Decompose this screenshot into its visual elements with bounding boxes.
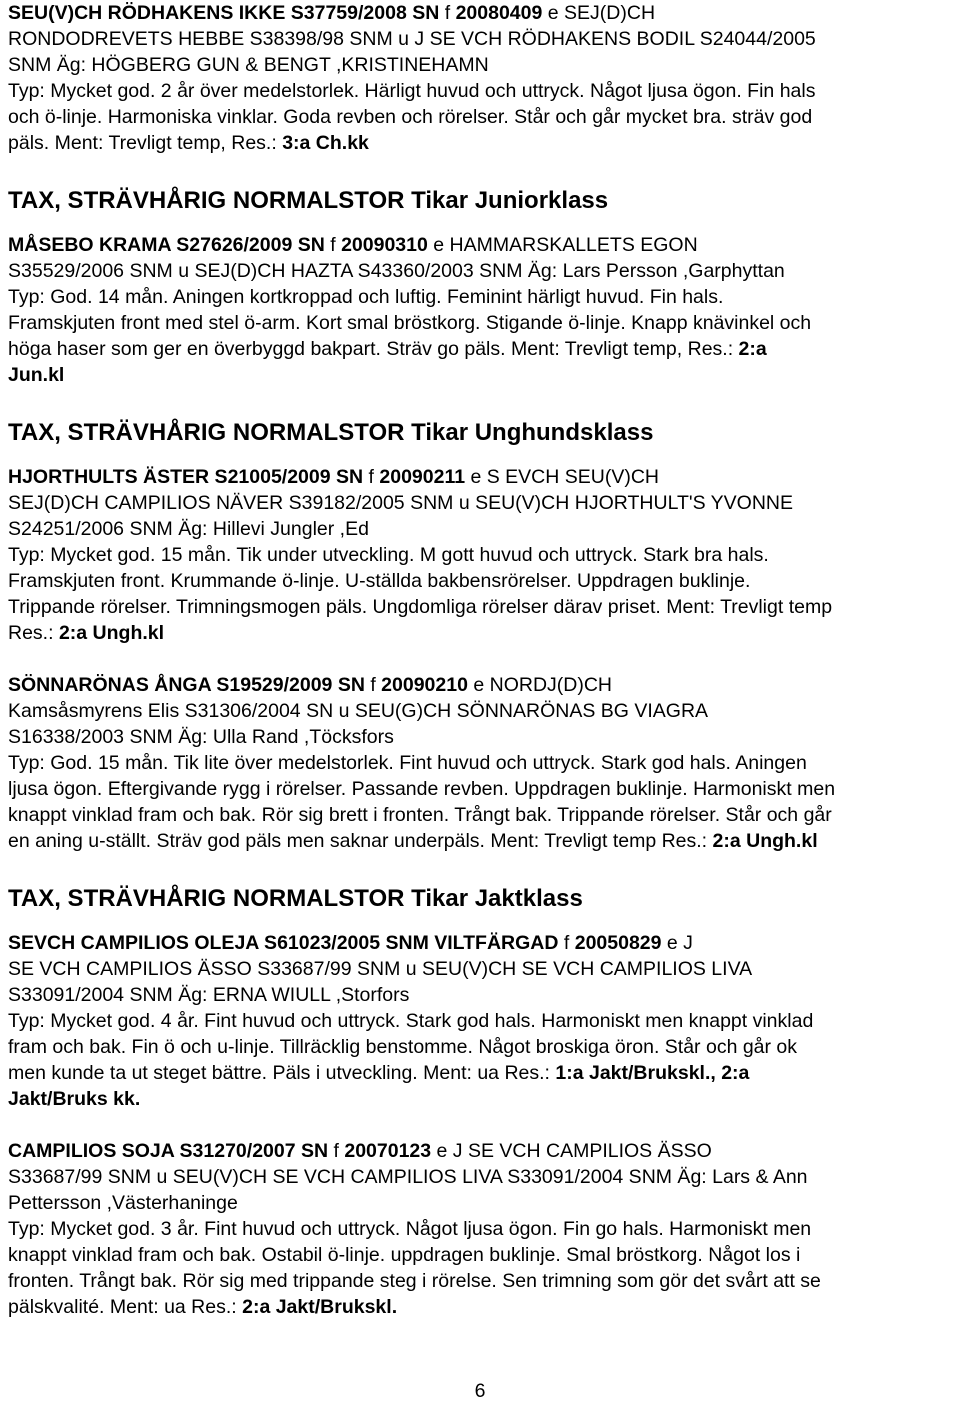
dog-name: SEU(V)CH RÖDHAKENS IKKE S37759/2008 SN xyxy=(8,2,440,24)
dog-name: MÅSEBO KRAMA S27626/2009 SN xyxy=(8,234,325,256)
dog-entry xyxy=(8,232,952,388)
dog-parents: e J xyxy=(661,932,693,954)
critique-text: höga haser som ger en överbyggd bakpart. Sträv go päls. Ment: Trevligt temp, Res.: xyxy=(8,338,739,360)
entry-text-line: Typ: Mycket god. 3 år. Fint huvud och uttryck. Något ljusa ögon. Fin go hals. Harmoniskt men xyxy=(8,1218,812,1240)
dog-birthdate: 20090210 xyxy=(381,674,468,696)
dog-sex: f xyxy=(324,234,342,256)
entry-text-line: Pettersson ,Västerhaninge xyxy=(8,1192,238,1214)
dog-birthdate: 20050829 xyxy=(574,932,662,954)
entry-text-line: Typ: Mycket god. 15 mån. Tik under utveckling. M gott huvud och uttryck. Stark bra hals. xyxy=(8,544,769,566)
section-title: TAX, STRÄVHÅRIG NORMALSTOR Tikar Unghundsklass xyxy=(8,419,654,446)
entry-text-line: ljusa ögon. Eftergivande rygg i rörelser. Passande revben. Uppdragen buklinje. Harmoniskt men xyxy=(8,778,836,800)
dog-parents: e HAMMARSKALLETS EGON xyxy=(427,234,698,256)
entry-header-line xyxy=(8,1138,952,1164)
entry-result-line xyxy=(8,1294,952,1320)
entry-text-line: S35529/2006 SNM u SEJ(D)CH HAZTA S43360/2003 SNM Äg: Lars Persson ,Garphyttan xyxy=(8,260,785,282)
critique-text: Res.: xyxy=(8,622,59,644)
critique-text: en aning u-ställt. Sträv god päls men saknar underpäls. Ment: Trevligt temp Res.: xyxy=(8,830,713,852)
entry-result-line xyxy=(8,1060,952,1086)
dog-parents: e NORDJ(D)CH xyxy=(467,674,613,696)
result-award: 1:a Jakt/Brukskl., 2:a xyxy=(555,1062,750,1084)
entry-result-line xyxy=(8,828,952,854)
dog-birthdate: 20080409 xyxy=(455,2,543,24)
result-award-continued: Jakt/Bruks kk. xyxy=(8,1088,141,1110)
dog-entry xyxy=(8,672,952,854)
dog-birthdate: 20070123 xyxy=(344,1140,432,1162)
entry-header-line xyxy=(8,930,952,956)
dog-parents: e J SE VCH CAMPILIOS ÄSSO xyxy=(431,1140,712,1162)
dog-sex: f xyxy=(439,2,456,24)
entry-text-line: S33687/99 SNM u SEU(V)CH SE VCH CAMPILIOS LIVA S33091/2004 SNM Äg: Lars & Ann xyxy=(8,1166,808,1188)
entry-text-line: S16338/2003 SNM Äg: Ulla Rand ,Töcksfors xyxy=(8,726,394,748)
result-award: 2:a Ungh.kl xyxy=(58,622,165,644)
dog-parents: e S EVCH SEU(V)CH xyxy=(465,466,660,488)
result-award-continued: Jun.kl xyxy=(8,364,65,386)
entry-text-line: S33091/2004 SNM Äg: ERNA WIULL ,Storfors xyxy=(8,984,410,1006)
section-title: TAX, STRÄVHÅRIG NORMALSTOR Tikar Jaktklass xyxy=(8,885,583,912)
entry-header-line xyxy=(8,0,952,26)
entry-text-line: knappt vinklad fram och bak. Ostabil ö-linje. uppdragen buklinje. Smal bröstkorg. Något los i xyxy=(8,1244,801,1266)
entry-text-line: Typ: God. 15 mån. Tik lite över medelstorlek. Fint huvud och uttryck. Stark god hals. Aningen xyxy=(8,752,807,774)
entry-text-line: Framskjuten front med stel ö-arm. Kort smal bröstkorg. Stigande ö-linje. Knapp knävinkel och xyxy=(8,312,812,334)
entry-result-line xyxy=(8,130,952,156)
entry-text-line: knappt vinklad fram och bak. Rör sig brett i fronten. Trångt bak. Trippande rörelser. Står och går xyxy=(8,804,832,826)
result-award: 2:a Jakt/Brukskl. xyxy=(242,1296,398,1318)
dog-entry xyxy=(8,1138,952,1320)
result-award: 3:a Ch.kk xyxy=(282,132,369,154)
dog-name: HJORTHULTS ÄSTER S21005/2009 SN xyxy=(8,466,364,488)
page-number: 6 xyxy=(474,1380,486,1402)
dog-name: SÖNNARÖNAS ÅNGA S19529/2009 SN xyxy=(8,674,365,696)
dog-sex: f xyxy=(363,466,380,488)
entry-text-line: RONDODREVETS HEBBE S38398/98 SNM u J SE VCH RÖDHAKENS BODIL S24044/2005 xyxy=(8,28,816,50)
entry-text-line: Typ: Mycket god. 2 år över medelstorlek. Härligt huvud och uttryck. Något ljusa ögon. Fin hals xyxy=(8,80,816,102)
entry-result-line xyxy=(8,620,952,646)
entry-text-line: Typ: God. 14 mån. Aningen kortkroppad och luftig. Feminint härligt huvud. Fin hals. xyxy=(8,286,724,308)
entry-header-line xyxy=(8,232,952,258)
entry-text-line: SNM Äg: HÖGBERG GUN & BENGT ,KRISTINEHAMN xyxy=(8,54,489,76)
dog-entry xyxy=(8,930,952,1112)
critique-text: päls. Ment: Trevligt temp, Res.: xyxy=(8,132,283,154)
dog-sex: f xyxy=(364,674,382,696)
dog-parents: e SEJ(D)CH xyxy=(542,2,656,24)
section-title: TAX, STRÄVHÅRIG NORMALSTOR Tikar Juniorklass xyxy=(8,187,609,214)
dog-birthdate: 20090310 xyxy=(341,234,428,256)
entry-text-line: SEJ(D)CH CAMPILIOS NÄVER S39182/2005 SNM u SEU(V)CH HJORTHULT'S YVONNE xyxy=(8,492,794,514)
dog-name: CAMPILIOS SOJA S31270/2007 SN xyxy=(8,1140,329,1162)
dog-sex: f xyxy=(328,1140,345,1162)
entry-text-line: Trippande rörelser. Trimningsmogen päls. Ungdomliga rörelser därav priset. Ment: Trevligt temp xyxy=(8,596,833,618)
critique-text: men kunde ta ut steget bättre. Päls i utveckling. Ment: ua Res.: xyxy=(8,1062,556,1084)
result-award: 2:a xyxy=(738,338,767,360)
entry-text-line: Typ: Mycket god. 4 år. Fint huvud och uttryck. Stark god hals. Harmoniskt men knappt vinklad xyxy=(8,1010,814,1032)
entry-result-line xyxy=(8,336,952,362)
entry-text-line: SE VCH CAMPILIOS ÄSSO S33687/99 SNM u SEU(V)CH SE VCH CAMPILIOS LIVA xyxy=(8,958,753,980)
entry-text-line: och ö-linje. Harmoniska vinklar. Goda revben och rörelser. Står och går mycket bra. sträv god xyxy=(8,106,813,128)
entry-text-line: Kamsåsmyrens Elis S31306/2004 SN u SEU(G)CH SÖNNARÖNAS BG VIAGRA xyxy=(8,700,709,722)
dog-entry xyxy=(8,0,952,156)
dog-entry xyxy=(8,464,952,646)
entry-header-line xyxy=(8,672,952,698)
critique-text: pälskvalité. Ment: ua Res.: xyxy=(8,1296,243,1318)
entry-text-line: fram och bak. Fin ö och u-linje. Tillräcklig benstomme. Något broskiga öron. Står och går ok xyxy=(8,1036,798,1058)
entry-text-line: fronten. Trångt bak. Rör sig med trippande steg i rörelse. Sen trimning som gör det svårt att se xyxy=(8,1270,821,1292)
entry-text-line: S24251/2006 SNM Äg: Hillevi Jungler ,Ed xyxy=(8,518,369,540)
dog-name: SEVCH CAMPILIOS OLEJA S61023/2005 SNM VILTFÄRGAD xyxy=(8,932,559,954)
entry-header-line xyxy=(8,464,952,490)
dog-sex: f xyxy=(558,932,575,954)
entry-text-line: Framskjuten front. Krummande ö-linje. U-ställda bakbensrörelser. Uppdragen buklinje. xyxy=(8,570,751,592)
dog-birthdate: 20090211 xyxy=(379,466,466,488)
result-award: 2:a Ungh.kl xyxy=(712,830,818,852)
